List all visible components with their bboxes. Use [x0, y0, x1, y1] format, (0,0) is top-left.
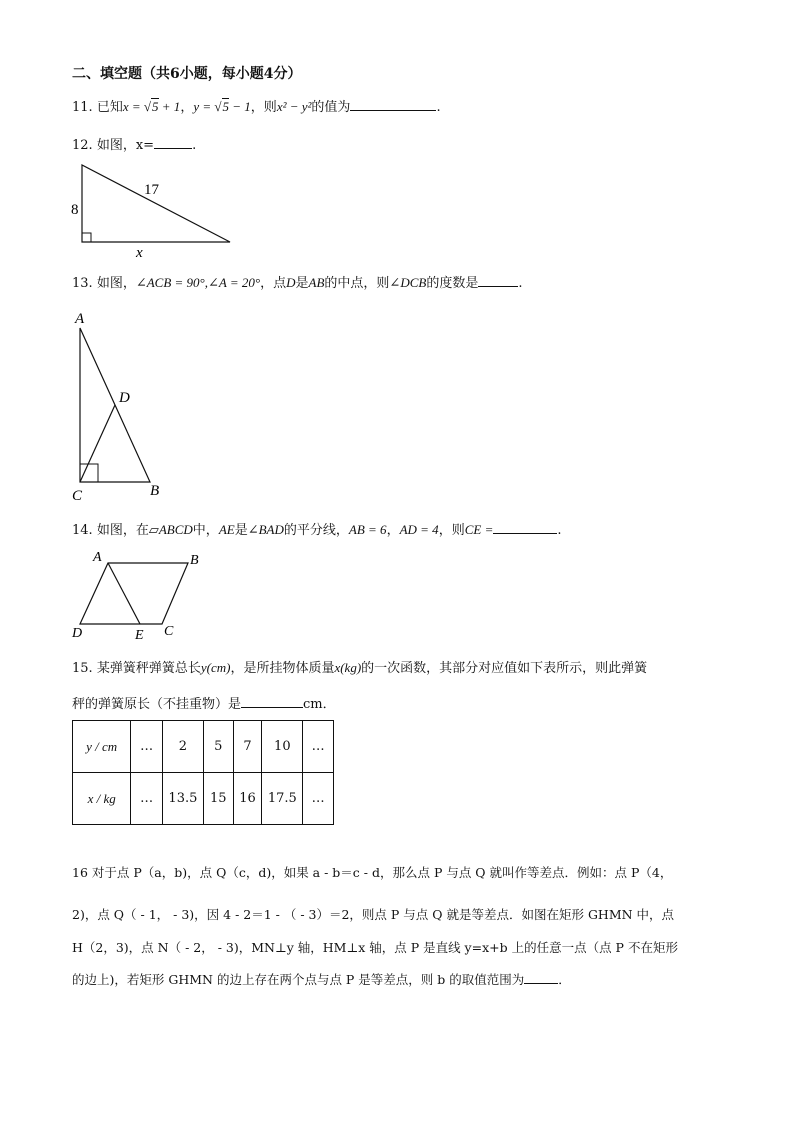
q13-point-d: D: [286, 275, 296, 290]
q15-y-unit: y(cm): [200, 660, 231, 675]
q14-label-b: B: [190, 553, 199, 568]
q15-number: 15.: [72, 661, 93, 676]
q16-line-4: 的边上)，若矩形 GHMN 的边上存在两个点与点 P 是等差点，则 b 的取值范围为: [72, 972, 525, 987]
q15-line1-c: 的一次函数，其部分对应值如下表所示，则此弹簧: [361, 661, 648, 676]
q12-label-hypotenuse: 17: [144, 182, 159, 198]
q15-line2-b: cm．: [303, 697, 336, 712]
q12-right-angle-mark: [82, 233, 91, 242]
q12-number: 12.: [72, 138, 93, 153]
q13-right-angle-mark: [80, 464, 98, 482]
q14-text-b: 中，: [192, 523, 219, 538]
q12-answer-blank[interactable]: [154, 135, 192, 149]
q11-x-expr: x = √5 + 1: [122, 99, 181, 114]
q14-ce: CE =: [464, 522, 494, 537]
q12-triangle: [82, 165, 230, 242]
q14-sep: ，: [386, 523, 400, 538]
question-16-line-2: [72, 905, 674, 925]
q15-line1-b: ，是所挂物体质量: [230, 661, 335, 676]
q14-parallelogram-shape: [80, 563, 188, 624]
q13-number: 13.: [72, 276, 93, 291]
table-row: [73, 773, 334, 825]
table-cell: x / kg: [73, 773, 131, 825]
table-cell: …: [131, 773, 163, 825]
q13-text-e: 的度数是: [426, 276, 479, 291]
q14-parallelogram: ▱ABCD: [148, 522, 193, 537]
q14-label-c: C: [164, 624, 174, 639]
q15-x-unit: x(kg): [334, 660, 362, 675]
q14-ad: AD = 4: [399, 522, 439, 537]
q11-pre: 已知: [96, 100, 123, 115]
q12-label-bottom: x: [136, 245, 143, 261]
q14-ab: AB = 6: [348, 522, 387, 537]
q16-number: 16: [72, 865, 88, 880]
table-cell: 10: [262, 721, 303, 773]
table-row: [73, 721, 334, 773]
q14-label-e: E: [135, 628, 144, 642]
q14-text-d: 的平分线，: [283, 523, 349, 538]
q12-triangle-figure: [62, 160, 242, 262]
q16-line-2: 2)，点 Q（ - 1， - 3)，因 4 - 2＝1 - （ - 3）＝2，则点 P 与点 Q 就是等差点．如图在矩形 GHMN 中，点: [72, 907, 675, 922]
table-cell: …: [131, 721, 163, 773]
q11-post: 的值为: [311, 100, 351, 115]
table-cell: 15: [203, 773, 233, 825]
question-11: [72, 97, 441, 118]
q15-line2-a: 秤的弹簧原长（不挂重物）是: [72, 697, 242, 712]
table-cell: 17.5: [262, 773, 303, 825]
q16-line-1: 对于点 P（a，b)，点 Q（c，d)，如果 a - b＝c - d，那么点 P 与点 Q 就叫作等差点．例如：点 P（4，: [91, 865, 673, 880]
table-cell: 5: [203, 721, 233, 773]
q14-end: .: [557, 523, 562, 538]
q12-label-left: 8: [71, 202, 79, 218]
q16-answer-blank[interactable]: [524, 970, 558, 984]
q11-number: 11.: [72, 100, 93, 115]
q14-text-e: ，则: [438, 523, 465, 538]
question-15-line-1: [72, 658, 647, 679]
q13-triangle-figure: [66, 304, 176, 506]
q14-text-a: 如图，在: [96, 523, 149, 538]
q13-answer-blank[interactable]: [478, 273, 518, 287]
q14-number: 14.: [72, 523, 93, 538]
q11-mid: ，则: [250, 100, 277, 115]
q11-end: .: [436, 100, 441, 115]
question-16-line-3: [72, 938, 678, 958]
q14-label-d: D: [72, 626, 83, 641]
q13-label-c: C: [72, 488, 83, 504]
question-12: [72, 135, 196, 156]
q14-label-a: A: [93, 550, 102, 565]
q13-angle: ∠DCB: [389, 275, 427, 290]
q11-expression: x² − y²: [276, 99, 312, 114]
table-cell: y / cm: [73, 721, 131, 773]
question-13: [72, 273, 522, 294]
q14-angle: ∠BAD: [247, 522, 284, 537]
q13-text-c: 是: [295, 276, 309, 291]
q13-end: .: [518, 276, 523, 291]
q14-ae: AE: [218, 522, 235, 537]
section-title: 二、填空题（共6小题，每小题4分）: [72, 66, 302, 82]
q13-text-d: 的中点，则: [324, 276, 390, 291]
q13-segment-ab: AB: [308, 275, 325, 290]
q12-text: 如图，x=: [96, 138, 155, 153]
q14-bisector-ae: [108, 563, 140, 624]
table-cell: 2: [163, 721, 204, 773]
question-14: [72, 520, 561, 541]
q12-end: .: [192, 138, 197, 153]
table-cell: 13.5: [163, 773, 204, 825]
table-cell: …: [303, 721, 334, 773]
question-16-line-4: [72, 970, 571, 990]
q14-text-c: 是: [234, 523, 248, 538]
q11-sep: ，: [180, 100, 194, 115]
q15-line1-a: 某弹簧秤弹簧总长: [96, 661, 201, 676]
q13-label-a: A: [75, 311, 85, 327]
q13-label-b: B: [150, 483, 160, 499]
q16-end: ．: [558, 972, 571, 987]
question-15-line-2: [72, 694, 336, 715]
question-16-line-1: [72, 863, 672, 883]
q16-line-3: H（2，3)，点 N（ - 2， - 3)，MN⊥y 轴，HM⊥x 轴，点 P 是直线 y=x+b 上的任意一点（点 P 不在矩形: [72, 940, 678, 955]
q13-condition: ∠ACB = 90°,∠A = 20°: [135, 275, 261, 290]
q13-text-a: 如图，: [96, 276, 136, 291]
q13-label-d: D: [119, 390, 130, 406]
q14-answer-blank[interactable]: [493, 520, 557, 534]
q15-answer-blank[interactable]: [241, 694, 303, 708]
table-cell: 16: [233, 773, 262, 825]
table-cell: 7: [233, 721, 262, 773]
q11-answer-blank[interactable]: [350, 97, 436, 111]
q11-y-expr: y = √5 − 1: [193, 99, 251, 114]
q14-parallelogram-figure: [66, 546, 216, 642]
q15-table: [72, 720, 334, 825]
q13-text-b: ，点: [260, 276, 287, 291]
table-cell: …: [303, 773, 334, 825]
